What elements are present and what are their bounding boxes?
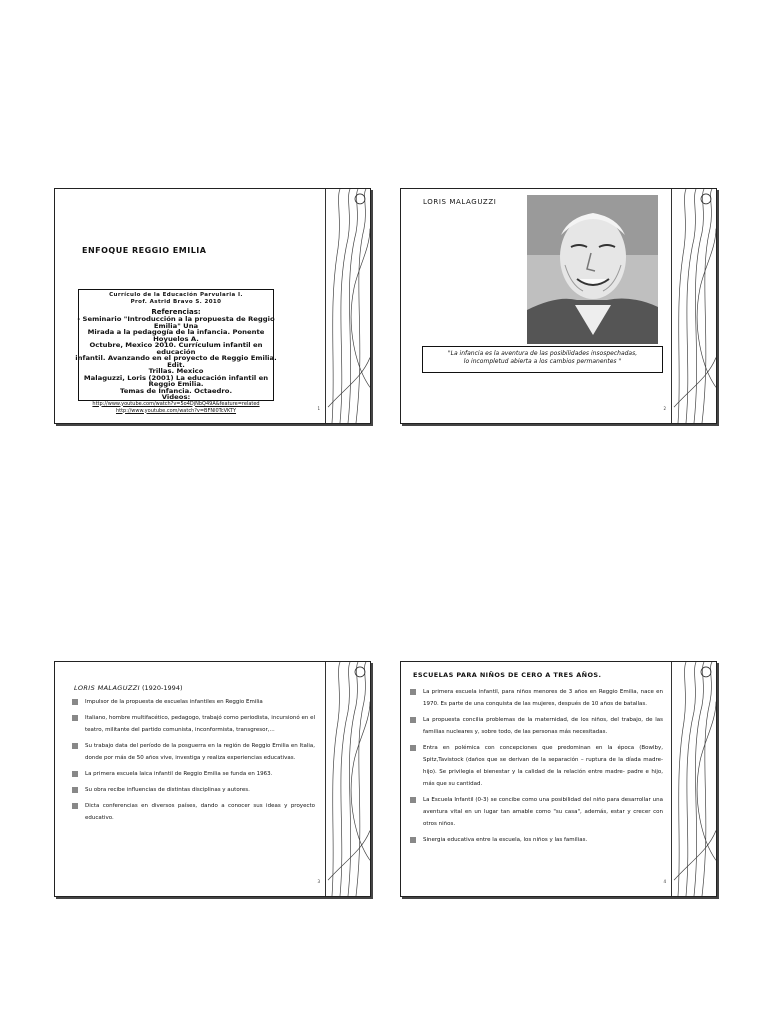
video-link[interactable]: http://www.youtube.com/watch?v=BFNl0TcVKTY (115, 407, 237, 414)
list-item: La primera escuela infantil, para niños menores de 3 años en Reggio Emilia, nace en 1970. Es parte de una conquista de las mujeres, después de 10 años de batallas. (410, 686, 663, 710)
border-vine-line (328, 358, 370, 408)
bullet-square-icon (410, 837, 416, 843)
bullet-square-icon (410, 689, 416, 695)
slide-title: ESCUELAS PARA NIÑOS DE CERO A TRES AÑOS. (413, 671, 602, 679)
border-vine-line (356, 189, 366, 423)
slide-3 (54, 661, 371, 897)
decorative-border (325, 189, 370, 423)
bullet-square-icon (72, 715, 78, 721)
border-vine-line (328, 831, 370, 881)
border-vine-line (332, 662, 340, 896)
course-line: Currículo de la Educación Parvularia I. (109, 292, 243, 298)
bullet-list (72, 696, 315, 828)
border-vine-line (686, 662, 696, 896)
border-vine-line (340, 662, 350, 896)
border-vine-line (702, 662, 712, 896)
references-box (75, 289, 277, 414)
reference-line: Octubre, Mexico 2010. Currículum infantil en educación (89, 341, 263, 356)
page-number: 2 (663, 406, 666, 411)
slide-heading (74, 684, 183, 692)
page-number: 4 (663, 879, 666, 884)
list-item: La propuesta concilia problemas de la maternidad, de los niños, del trabajo, de las familias nucleares y, sobre todo, de las personas más necesitadas. (410, 714, 663, 738)
quote-box (422, 346, 663, 373)
page-number: 1 (317, 406, 320, 411)
border-vine-line (332, 189, 340, 423)
reference-line: Temas de Infancia. Octaedro. (119, 386, 233, 395)
border-vine-line (686, 189, 696, 423)
list-item: La primera escuela laica infantil de Reggio Emilia se funda en 1963. (72, 768, 315, 780)
professor-line: Prof. Astrid Bravo S. 2010 (130, 299, 222, 305)
list-item: Su trabajo data del período de la posguerra en la región de Reggio Emilia en Italia, donde por más de 50 años vive, investiga y realiza experiencias educativas. (72, 740, 315, 764)
list-item: La Escuela Infantil (0-3) se concibe como una posibilidad del niño para desarrollar una aventura vital en un lugar tan amable como "su casa", además, estar y crecer con otros niños. (410, 794, 663, 830)
page-number: 3 (317, 879, 320, 884)
bullet-square-icon (72, 699, 78, 705)
border-vine-line (674, 358, 716, 408)
slide-title: ENFOQUE REGGIO EMILIA (82, 246, 207, 255)
list-item: Entra en polémica con concepciones que predominan en la época (Bowlby, Spitz,Tavistock (daños que se derivan de la separación – ruptura de la díada madre-hijo). Se privilegia el bienestar y la calidad de la relación entre madre- padre e hijo, más que su cantidad. (410, 742, 663, 790)
reference-line: Videos: (161, 393, 191, 401)
border-vine-line (340, 189, 350, 423)
reference-line: - Seminario "Introducción a la propuesta de Reggio Emilia" Una (77, 315, 275, 330)
border-vine-line (702, 189, 712, 423)
list-item: Italiano, hombre multifacético, pedagogo, trabajó como periodista, incursionó en el teatro, militante del partido comunista, inconformista, transgresor,... (72, 712, 315, 736)
references-heading: Referencias: (151, 308, 201, 316)
decorative-border (325, 662, 370, 896)
slide-2 (400, 188, 717, 424)
video-link[interactable]: http://www.youtube.com/watch?v=5o4DjNbQ49A&feature=related (92, 400, 260, 407)
list-item: Impulsor de la propuesta de escuelas infantiles en Reggio Emilia (72, 696, 315, 708)
slide-title: LORIS MALAGUZZI (423, 198, 497, 206)
bullet-square-icon (72, 771, 78, 777)
list-item: Dicta conferencias en diversos países, dando a conocer sus ideas y proyecto educativo. (72, 800, 315, 824)
bullet-list (410, 686, 663, 850)
border-vine-line (356, 662, 366, 896)
bullet-square-icon (410, 797, 416, 803)
bullet-square-icon (72, 743, 78, 749)
list-item: Su obra recibe influencias de distintas disciplinas y autores. (72, 784, 315, 796)
reference-line: Malaguzzi, Loris (2001) La educación infantil en Reggio Emilia. (83, 373, 269, 388)
list-item: Sinergia educativa entre la escuela, los niños y las familias. (410, 834, 663, 846)
bullet-square-icon (72, 787, 78, 793)
portrait-photo (527, 195, 658, 344)
reference-line: Trillas. Mexico (148, 367, 204, 375)
decorative-border (671, 189, 716, 423)
quote-line: "La infancia es la aventura de las posibilidades insospechadas, (447, 350, 638, 357)
slide-title: LORIS MALAGUZZI (74, 684, 140, 692)
decorative-border (671, 662, 716, 896)
bullet-square-icon (410, 745, 416, 751)
years-range: (1920-1994) (141, 684, 183, 692)
reference-line: infantil. Avanzando en el proyecto de Reggio Emilia. Edit. (75, 354, 277, 369)
quote-line: lo incompletud abierta a los cambios permanentes " (463, 358, 622, 365)
bullet-square-icon (410, 717, 416, 723)
slide-4 (400, 661, 717, 897)
slide-1 (54, 188, 371, 424)
border-vine-line (678, 189, 686, 423)
border-vine-line (674, 831, 716, 881)
bullet-square-icon (72, 803, 78, 809)
reference-line: Mirada a la pedagogía de la infancia. Ponente Hoyuelos A. (87, 328, 265, 343)
border-vine-line (678, 662, 686, 896)
